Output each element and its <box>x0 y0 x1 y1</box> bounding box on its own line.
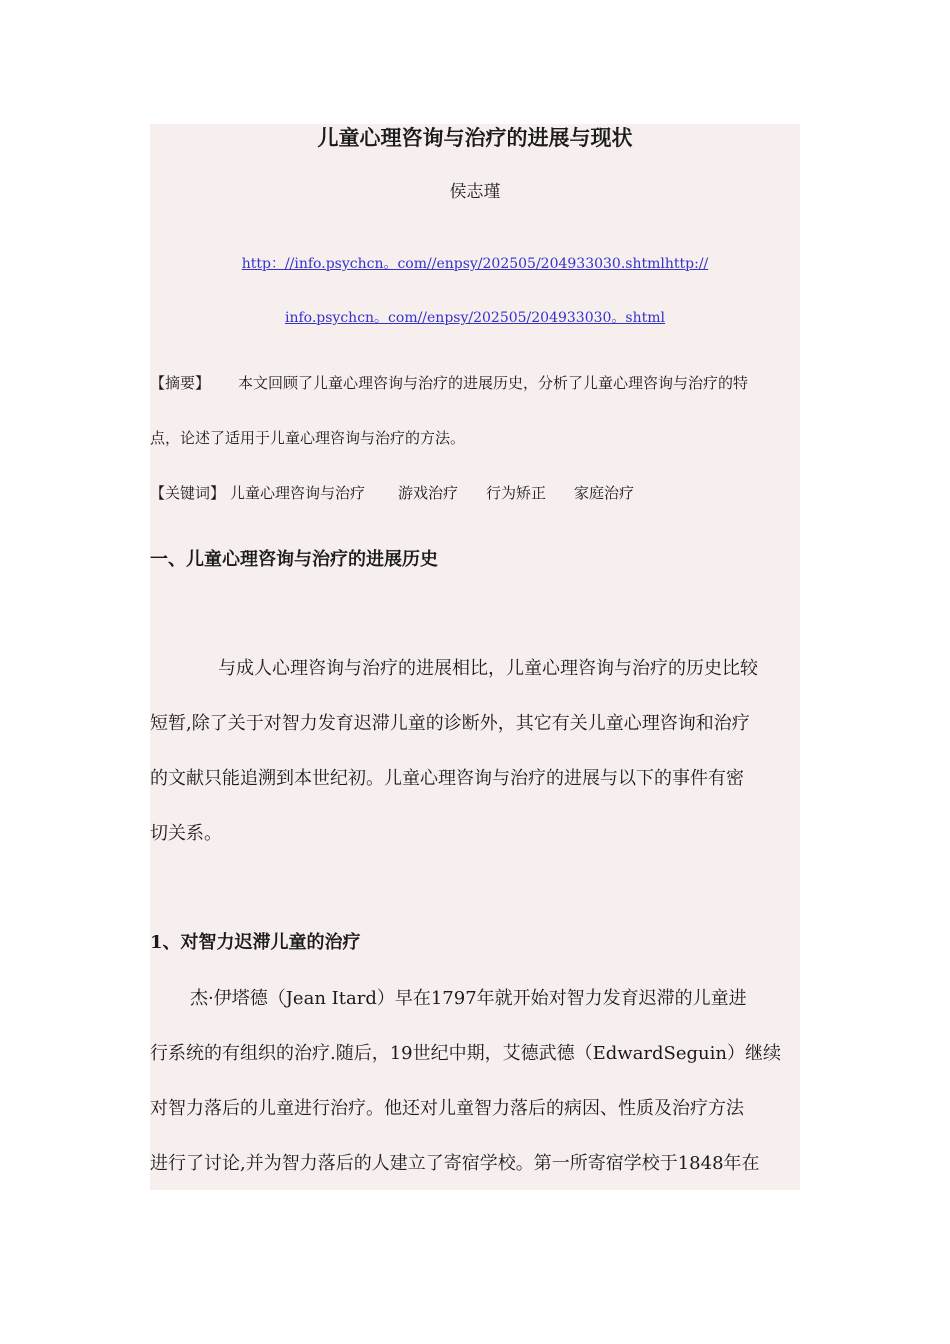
keyword: 儿童心理咨询与治疗 <box>230 484 366 502</box>
keyword: 游戏治疗 <box>398 484 459 502</box>
source-link-line-1[interactable]: http：//info.psychcn。com//enpsy/202505/204933030.shtmlhttp:// <box>241 256 709 272</box>
paragraph-line: 杰·伊塔德（Jean Itard）早在1797年就开始对智力发育迟滞的儿童进 <box>190 988 747 1009</box>
abstract-label: 【摘要】 <box>150 374 211 392</box>
author-name: 侯志瑾 <box>449 182 501 202</box>
source-link-line-2[interactable]: info.psychcn。com//enpsy/202505/204933030。shtml <box>284 310 666 326</box>
document-page <box>150 124 800 1190</box>
keywords-label: 【关键词】 <box>150 484 226 502</box>
subsection-heading: 1、对智力迟滞儿童的治疗 <box>150 932 361 953</box>
paragraph-line: 与成人心理咨询与治疗的进展相比，儿童心理咨询与治疗的历史比较 <box>218 658 758 679</box>
keyword: 行为矫正 <box>486 484 547 502</box>
paragraph-line: 进行了讨论,并为智力落后的人建立了寄宿学校。第一所寄宿学校于1848年在 <box>150 1153 760 1174</box>
paragraph-line: 对智力落后的儿童进行治疗。他还对儿童智力落后的病因、性质及治疗方法 <box>150 1098 744 1119</box>
paragraph-line: 的文献只能追溯到本世纪初。儿童心理咨询与治疗的进展与以下的事件有密 <box>150 768 744 789</box>
paragraph-line: 短暂,除了关于对智力发育迟滞儿童的诊断外，其它有关儿童心理咨询和治疗 <box>150 713 750 734</box>
document-title: 儿童心理咨询与治疗的进展与现状 <box>317 125 633 150</box>
paragraph-line: 切关系。 <box>150 823 222 844</box>
abstract-text-line-2: 点，论述了适用于儿童心理咨询与治疗的方法。 <box>150 429 466 447</box>
paragraph-line: 行系统的有组织的治疗.随后，19世纪中期，艾德武德（EdwardSeguin）继续 <box>150 1043 781 1064</box>
abstract-text-line-1: 本文回顾了儿童心理咨询与治疗的进展历史，分析了儿童心理咨询与治疗的特 <box>238 374 749 392</box>
section-heading: 一、儿童心理咨询与治疗的进展历史 <box>150 549 438 570</box>
keyword: 家庭治疗 <box>574 484 635 502</box>
